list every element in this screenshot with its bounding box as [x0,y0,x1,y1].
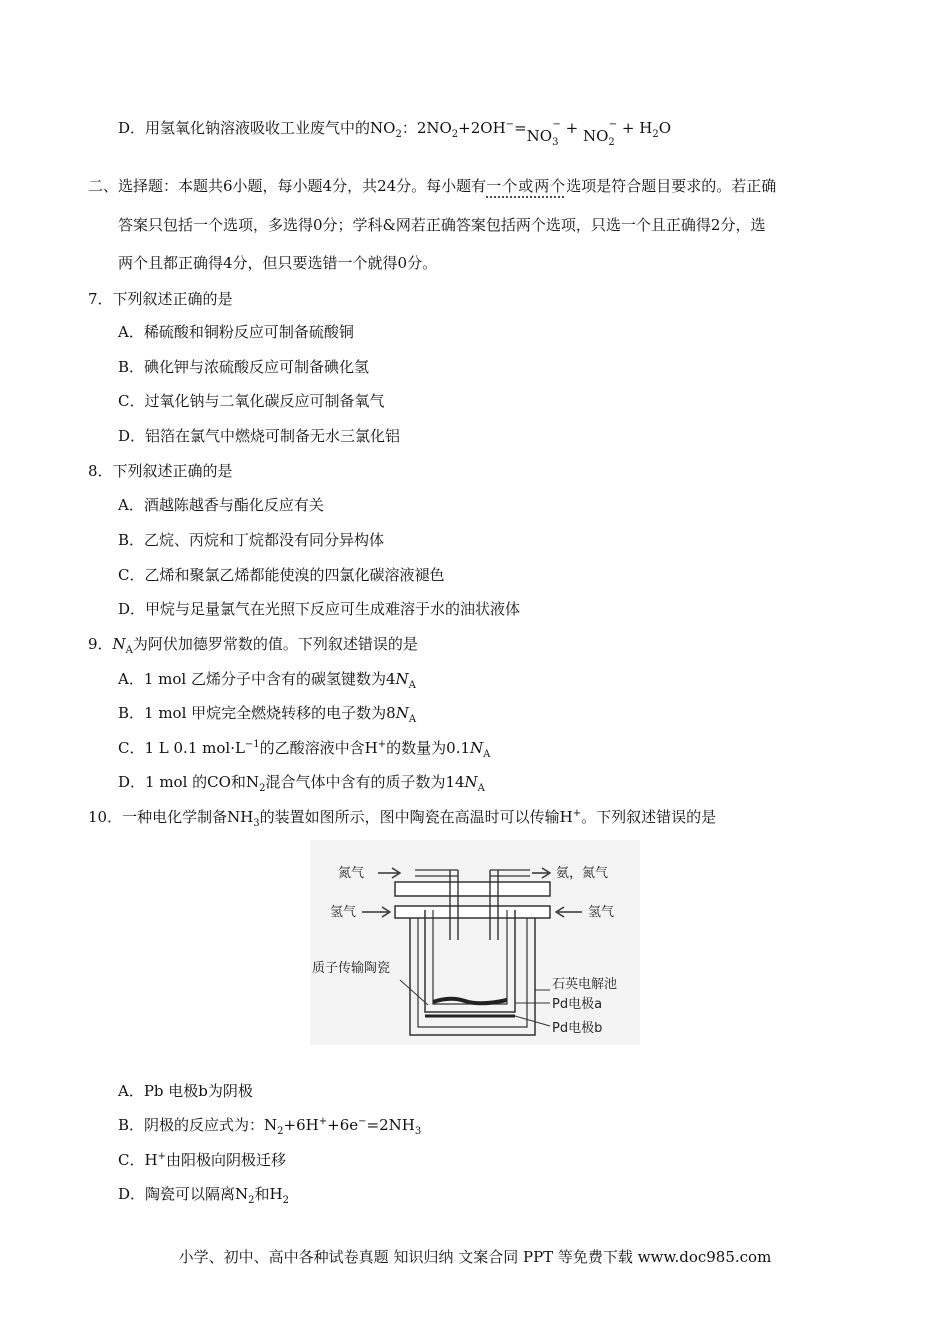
q10-option-b: B．阴极的反应式为：$N_2+6H^++6e^-=2NH_3$ [118,1116,422,1137]
q8-stem: 8．下列叙述正确的是 [88,462,233,480]
q7-option-c: C．过氧化钠与二氧化碳反应可制备氧气 [118,392,385,410]
emphasis-dotted: 一个或两个 [486,177,567,195]
label-h2-right: 氢气 [588,905,615,920]
section2-line1: 二、选择题：本题共6小题，每小题4分，共24分。每小题有一个或两个选项是符合题目要求的。若正确 [88,177,777,195]
label-electrode-b: Pd电极b [552,1021,603,1036]
page-footer: 小学、初中、高中各种试卷真题 知识归纳 文案合同 PPT 等免费下载 www.doc985.com [178,1248,772,1266]
electrolysis-cell-figure [310,840,640,1045]
q7-stem: 7．下列叙述正确的是 [88,290,233,308]
section2-line2: 答案只包括一个选项，多选得0分；学科&网若正确答案包括两个选项，只选一个且正确得2分，选 [118,216,766,234]
q9-option-a: A．1 mol 乙烯分子中含有的碳氢键数为$4N_A$ [118,670,416,691]
q8-option-c: C．乙烯和聚氯乙烯都能使溴的四氯化碳溶液褪色 [118,566,445,584]
lid-plate-upper [395,882,550,896]
q9-option-b: B．1 mol 甲烷完全燃烧转移的电子数为$8N_A$ [118,704,417,725]
q7-option-d: D．铝箔在氯气中燃烧可制备无水三氯化铝 [118,427,401,445]
label-h2-left: 氢气 [330,905,357,920]
cell-diagram [310,840,640,1045]
label-ceramic: 质子传输陶瓷 [312,961,391,976]
q10-option-c: C．H+由阳极向阴极迁移 [118,1151,286,1169]
q10-stem: 10．一种电化学制备$NH_3$的装置如图所示，图中陶瓷在高温时可以传输H+。下列叙述错误的是 [88,808,717,829]
q9-stem: 9．$N_A$为阿伏加德罗常数的值。下列叙述错误的是 [88,635,418,656]
q7-option-b: B．碘化钾与浓硫酸反应可制备碘化氢 [118,358,370,376]
q7-option-a: A．稀硫酸和铜粉反应可制备硫酸铜 [118,323,354,341]
section2-line3: 两个且都正确得4分，但只要选错一个就得0分。 [118,254,438,272]
q8-option-b: B．乙烷、丙烷和丁烷都没有同分异构体 [118,531,385,549]
q8-option-d: D．甲烷与足量氯气在光照下反应可生成难溶于水的油状液体 [118,600,521,618]
q10-option-d: D．陶瓷可以隔离$N_2$和$H_2$ [118,1185,289,1206]
q10-option-a: A．Pb 电极b为阴极 [118,1082,253,1100]
label-nh3-out: 氨，氮气 [556,866,609,881]
lid-plate-lower [395,906,550,918]
q9-option-d: D．1 mol 的CO和$N_2$混合气体中含有的质子数为$14N_A$ [118,773,485,794]
q6-option-d: D．用氢氧化钠溶液吸收工业废气中的$NO_2$：$2NO_2+2OH^-=NO_3^- + NO_2^- + H_2O$ [118,119,672,148]
label-quartz: 石英电解池 [552,977,618,992]
label-n2-in: 氮气 [338,866,365,881]
q8-option-a: A．酒越陈越香与酯化反应有关 [118,496,324,514]
label-electrode-a: Pd电极a [552,997,603,1012]
q9-option-c: C．1 L 0.1 $mol\cdot L^{-1}$的乙酸溶液中含H+的数量为$0.1N_A$ [118,739,491,760]
